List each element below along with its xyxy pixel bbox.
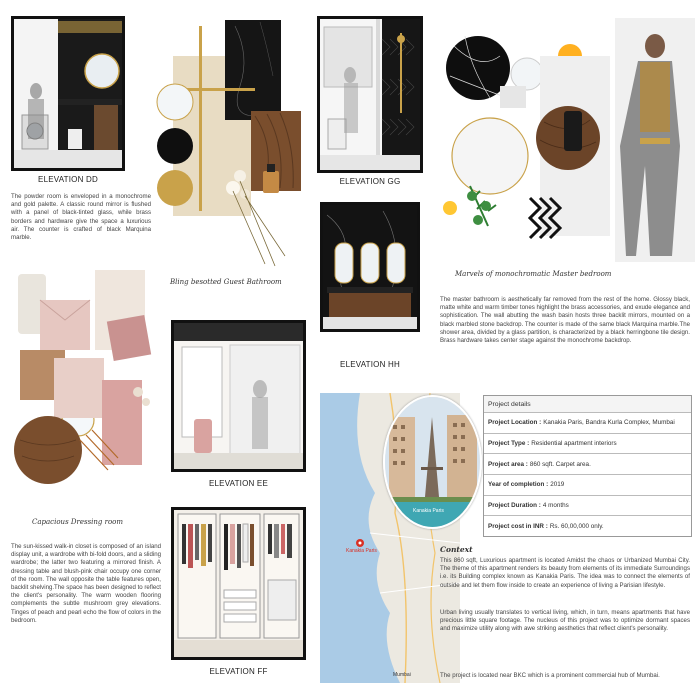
elevation-hh-label: ELEVATION HH — [340, 360, 400, 369]
guest-bath-moodboard — [155, 16, 305, 271]
guest-bath-caption: Bling besotted Guest Bathroom — [170, 278, 282, 286]
map-city-label: Mumbai — [393, 672, 411, 678]
powder-room-description: The powder room is enveloped in a monochrome and gold palette. A classic round mirror is flushed with a panel of black-tinted glass, while brass borders and hardware give the space a luxurious air. The counter is crafted of black Marquina marble. — [11, 193, 151, 242]
project-row-label: Project Location : — [488, 419, 542, 427]
project-row-value: Residential apartment interiors — [531, 440, 617, 447]
elevation-ee-drawing — [171, 320, 306, 472]
kanakia-paris-photo-label: Kanakia Paris — [413, 508, 444, 514]
dressing-caption: Capacious Dressing room — [32, 518, 124, 526]
project-details-table — [483, 395, 692, 537]
project-row — [484, 496, 691, 517]
elevation-hh-drawing — [320, 202, 420, 332]
project-details-title: Project details — [488, 400, 531, 408]
elevation-dd-drawing — [11, 16, 125, 171]
elevation-ee-label: ELEVATION EE — [208, 479, 268, 488]
context-paragraph-3: The project is located near BKC which is a prominent commercial hub of Mumbai. — [440, 672, 660, 679]
elevation-ff-label: ELEVATION FF — [209, 667, 268, 676]
project-row — [484, 454, 691, 475]
master-bed-caption: Marvels of monochromatic Master bedroom — [455, 270, 612, 278]
project-row — [484, 434, 691, 455]
map-pin-label: Kanakia Paris — [346, 548, 377, 554]
project-row-label: Project area : — [488, 460, 528, 468]
context-paragraph-1: This 860 sqft, Luxurious apartment is located Amidst the chaos or Urbanized Mumbai City. The theme of this apartment renders its beauty from elements of its immediate Surroundings i.e. its Building complex known as Kanakia Paris. The idea was to connect the elements of outside and let them flow inside to create an experience of living a Parisian lifestyle. — [440, 557, 690, 589]
elevation-gg-label: ELEVATION GG — [339, 177, 401, 186]
elevation-gg-drawing — [317, 16, 423, 173]
master-bed-moodboard — [440, 16, 695, 266]
dressing-moodboard — [10, 270, 160, 485]
project-row-value: Kanakia Paris, Bandra Kurla Complex, Mumbai — [543, 419, 675, 427]
project-row — [484, 475, 691, 496]
project-row-label: Project Type : — [488, 440, 530, 447]
project-row-label: Project cost in INR : — [488, 522, 548, 530]
walk-in-closet-description: The sun-kissed walk-in closet is composed of an island display unit, a wardrobe with bi-fold doors, and a sliding wardrobe; the latter two featuring a mirrored finish. A dressing table and blush-pink chair occupy one corner of the room. The wall opposite the table features open, backlit shelving.The space has been designed to reflect the client's personality. The warm wooden flooring complements the subtle mushroom grey elevations. Tinges of peach and pearl echo the flow of colors in the bedroom. — [11, 543, 161, 624]
project-row-value: 4 months — [542, 502, 569, 510]
project-row-label: Year of completion : — [488, 481, 549, 489]
project-row — [484, 413, 691, 434]
context-title: Context — [440, 545, 473, 554]
master-bath-description: The master bathroom is aesthetically far removed from the rest of the home. Glossy black, matte white and warm timber tones highlight the brass accessories, and exude elegance and sophistication. The wall abutting the wash basin hosts three backlit mirrors, mounted on a black marbled stone backdrop. The counter is made of the same black Marquina marble.The shower area, divided by a glass partition, is characterized by a black herringbone tile design. Brass hardware takes center stage against the monochrome backdrop. — [440, 296, 690, 345]
project-row — [484, 516, 691, 536]
context-paragraph-2: Urban living usually translates to vertical living, which, in turn, means apartments that have precious little square footage. The nucleus of this project was to optimize dormant spaces and maximize utility along with awe striking aesthetics that reflect client's personality. — [440, 609, 690, 633]
project-row-value: 860 sqft. Carpet area. — [529, 460, 591, 468]
project-row-value: Rs. 60,00,000 only. — [549, 522, 604, 530]
elevation-dd-label: ELEVATION DD — [38, 175, 98, 184]
project-details-header — [484, 396, 691, 413]
project-row-value: 2019 — [550, 481, 565, 489]
project-row-label: Project Duration : — [488, 502, 541, 510]
elevation-ff-drawing — [171, 507, 306, 660]
